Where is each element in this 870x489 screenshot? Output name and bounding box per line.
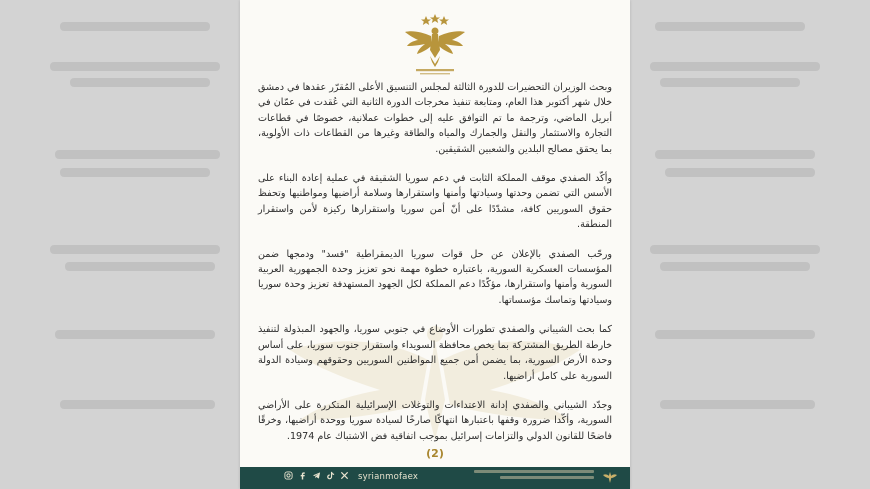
- facebook-icon[interactable]: [298, 471, 307, 480]
- social-icons: [284, 471, 349, 480]
- tiktok-icon[interactable]: [326, 471, 335, 480]
- paragraph: وبحث الوزيران التحضيرات للدورة الثالثة لمجلس التنسيق الأعلى المُقرّر عقدها في دمشق خلال شهر أكتوبر هذا العام، ومتابعة تنفيذ مخرجات الدورة الثانية التي عُقدت في عمّان في أبريل الماضي، وترجمة ما تم التوافق عليه إلى خطوات عملانية، خصوصًا في قطاعات التجارة والاستثمار والنقل والجمارك والمياه والطاقة وغيرها من القطاعات ذات الأولوية، بما يحقق مصالح البلدين والشعبين الشقيقين.: [258, 82, 612, 155]
- instagram-icon[interactable]: [284, 471, 293, 480]
- document-body: [258, 80, 612, 458]
- paragraph: كما بحث الشيباني والصفدي تطورات الأوضاع في جنوبي سوريا، والجهود المبذولة لتنفيذ خارطة الطريق المشتركة بما يخص محافظة السويداء واستقرار جنوب سوريا، على أساس وحدة الأرض السورية، بما يضمن أمن جميع المواطنين السوريين وحقوقهم وسيادة الدولة السورية على كامل أراضيها.: [258, 324, 612, 382]
- page-number: (2): [426, 447, 444, 460]
- eagle-emblem-icon: [402, 10, 468, 76]
- social-handle[interactable]: syrianmofaex: [358, 472, 419, 482]
- footer-bar: [240, 467, 630, 489]
- paragraph: وجدّد الشيباني والصفدي إدانة الاعتداءات والتوغلات الإسرائيلية المتكررة على الأراضي السورية، وأكّدا ضرورة وقفها باعتبارها انتهاكًا صارخًا لسيادة سوريا ووحدة أراضيها، وخرقًا فاضحًا للقانون الدولي والتزامات إسرائيل بموجب اتفاقية فض الاشتباك عام 1974.: [258, 399, 612, 442]
- ministry-footer-text: [474, 470, 594, 486]
- paragraph: ورحّب الصفدي بالإعلان عن حل قوات سوريا الديمقراطية "قسد" ودمجها ضمن المؤسسات العسكرية السورية، باعتباره خطوة مهمة نحو تعزيز وحدة الجمهورية العربية السورية وأمنها واستقرارها، مؤكّدًا دعم المملكة لكل الجهود المستهدفة تعزيز وحدة سوريا وسيادتها وتماسك مؤسساتها.: [258, 248, 612, 306]
- ministry-logo-icon: [602, 470, 618, 486]
- telegram-icon[interactable]: [312, 471, 321, 480]
- x-icon[interactable]: [340, 471, 349, 480]
- paragraph: وأكّد الصفدي موقف المملكة الثابت في دعم سوريا الشقيقة في عملية إعادة البناء على الأسس التي تضمن وحدتها وسيادتها وأمنها واستقرارها وسلامة أراضيها ومواطنيها وتحفظ حقوق السوريين كافة، مشدّدًا على أنّ أمن سوريا واستقرارها ركيزة لأمن واستقرار المنطقة.: [258, 173, 612, 231]
- document-page: [240, 0, 630, 489]
